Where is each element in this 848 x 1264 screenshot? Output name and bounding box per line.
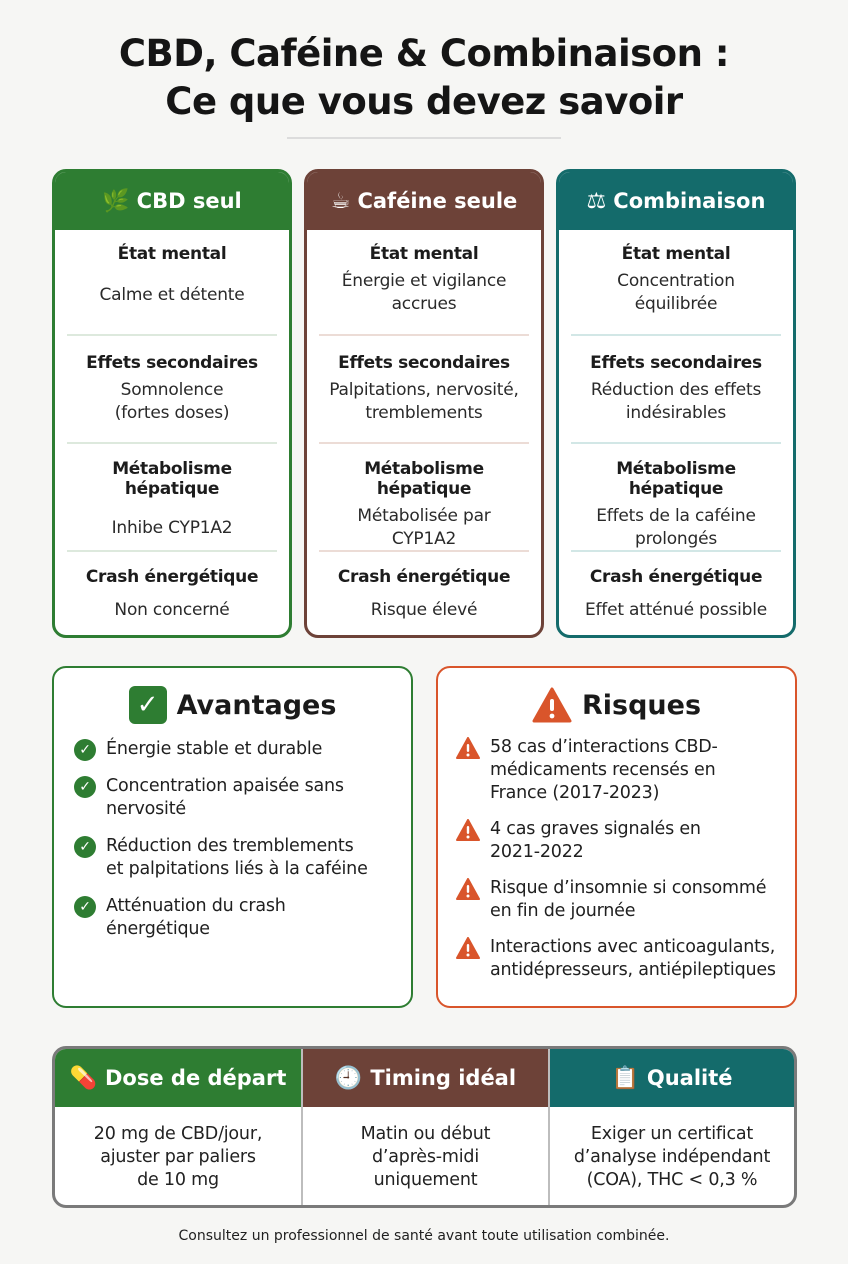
list-item: 58 cas d’interactions CBD- médicaments recensés en France (2017-2023): [456, 736, 785, 805]
row-label: Crash énergétique: [589, 567, 763, 587]
column-header: [559, 172, 793, 230]
page-title: [0, 30, 848, 126]
row-label: Métabolisme hépatique: [112, 459, 232, 499]
advantages-box: [52, 666, 413, 1008]
warning-triangle-icon: [456, 878, 480, 900]
column-heading: Combinaison: [613, 189, 766, 213]
column-combination: [556, 169, 796, 638]
coffee-cup-icon: ☕: [330, 188, 351, 214]
row-value: Palpitations, nervosité, tremblements: [329, 380, 519, 423]
row-label: Effets secondaires: [86, 353, 258, 373]
row-label: État mental: [369, 244, 479, 264]
column-caffeine: [304, 169, 544, 638]
row-value: Non concerné: [114, 600, 230, 620]
tip-header: [550, 1049, 794, 1107]
cell-side-effects: [315, 336, 533, 442]
row-value: Énergie et vigilance accrues: [341, 271, 507, 314]
cell-side-effects: [567, 336, 785, 442]
list-item: ✓ Concentration apaisée sans nervosité: [74, 775, 401, 821]
cell-energy-crash: [315, 552, 533, 622]
tip-heading: Timing idéal: [370, 1066, 517, 1090]
cell-side-effects: [63, 336, 281, 442]
tip-heading: Dose de départ: [105, 1066, 287, 1090]
row-value: Concentration équilibrée: [617, 271, 735, 314]
row-label: Métabolisme hépatique: [616, 459, 736, 499]
row-value: Somnolence (fortes doses): [114, 380, 230, 423]
warning-triangle-icon: [456, 737, 480, 759]
disclaimer-footer: Consultez un professionnel de santé avant toute utilisation combinée.: [178, 1228, 670, 1244]
check-box-icon: ✓: [129, 686, 167, 724]
title-divider: [287, 137, 561, 139]
tip-text: 20 mg de CBD/jour, ajuster par paliers de 10 mg: [93, 1124, 263, 1190]
row-label: État mental: [117, 244, 227, 264]
check-circle-icon: ✓: [74, 896, 96, 918]
cell-energy-crash: [63, 552, 281, 622]
column-header: [55, 172, 289, 230]
cell-mental-state: [63, 230, 281, 334]
cell-mental-state: [567, 230, 785, 334]
tips-band: [52, 1046, 797, 1208]
clipboard-checklist-icon: 📋: [611, 1065, 639, 1091]
list-item: ✓ Réduction des tremblements et palpitations liés à la caféine: [74, 835, 401, 881]
tip-dose: [55, 1049, 301, 1205]
check-circle-icon: ✓: [74, 836, 96, 858]
row-value: Réduction des effets indésirables: [590, 380, 762, 423]
row-value: Effet atténué possible: [584, 600, 768, 620]
list-item: Risque d’insomnie si consommé en fin de journée: [456, 877, 785, 923]
row-value: Effets de la caféine prolongés: [596, 506, 756, 549]
check-circle-icon: ✓: [74, 739, 96, 761]
advantages-header: [54, 686, 411, 724]
tip-text: Exiger un certificat d’analyse indépendant (COA), THC < 0,3 %: [573, 1124, 771, 1190]
advantages-list: [54, 738, 411, 941]
row-label: Crash énergétique: [85, 567, 259, 587]
row-label: Effets secondaires: [590, 353, 762, 373]
check-circle-icon: ✓: [74, 776, 96, 798]
row-value: Inhibe CYP1A2: [111, 518, 233, 538]
tip-heading: Qualité: [646, 1066, 733, 1090]
row-value: Risque élevé: [370, 600, 478, 620]
row-value: Métabolisée par CYP1A2: [357, 506, 491, 549]
clock-icon: 🕘: [334, 1065, 363, 1091]
warning-triangle-icon: [532, 686, 572, 724]
list-item: 4 cas graves signalés en 2021-2022: [456, 818, 785, 864]
warning-triangle-icon: [456, 819, 480, 841]
balance-scale-icon: ⚖: [586, 188, 607, 214]
cell-liver-metabolism: [567, 444, 785, 550]
risks-heading: Risques: [581, 689, 702, 721]
risks-box: [436, 666, 797, 1008]
row-label: Effets secondaires: [338, 353, 510, 373]
tip-timing: [301, 1049, 548, 1205]
tip-header: [303, 1049, 548, 1107]
row-label: Métabolisme hépatique: [364, 459, 484, 499]
row-label: État mental: [621, 244, 731, 264]
row-value: Calme et détente: [99, 285, 245, 305]
risks-list: [438, 736, 795, 982]
risks-header: [438, 686, 795, 724]
list-item: ✓ Atténuation du crash énergétique: [74, 895, 401, 941]
title-line-1: CBD, Caféine & Combinaison :: [118, 32, 730, 75]
title-line-2: Ce que vous devez savoir: [165, 80, 683, 123]
list-item: Interactions avec anticoagulants, antidépresseurs, antiépileptiques: [456, 936, 785, 982]
cell-liver-metabolism: [63, 444, 281, 550]
tip-quality: [548, 1049, 794, 1205]
tip-header: [55, 1049, 301, 1107]
cell-mental-state: [315, 230, 533, 334]
cell-liver-metabolism: [315, 444, 533, 550]
column-header: [307, 172, 541, 230]
list-item: ✓ Énergie stable et durable: [74, 738, 401, 761]
column-cbd: [52, 169, 292, 638]
cell-energy-crash: [567, 552, 785, 622]
tip-text: Matin ou début d’après-midi uniquement: [360, 1124, 491, 1190]
advantages-heading: Avantages: [176, 689, 337, 721]
column-heading: CBD seul: [136, 189, 242, 213]
warning-triangle-icon: [456, 937, 480, 959]
herb-icon: 🌿: [102, 188, 130, 214]
column-heading: Caféine seule: [357, 189, 518, 213]
pill-capsule-icon: 💊: [69, 1065, 97, 1091]
row-label: Crash énergétique: [337, 567, 511, 587]
